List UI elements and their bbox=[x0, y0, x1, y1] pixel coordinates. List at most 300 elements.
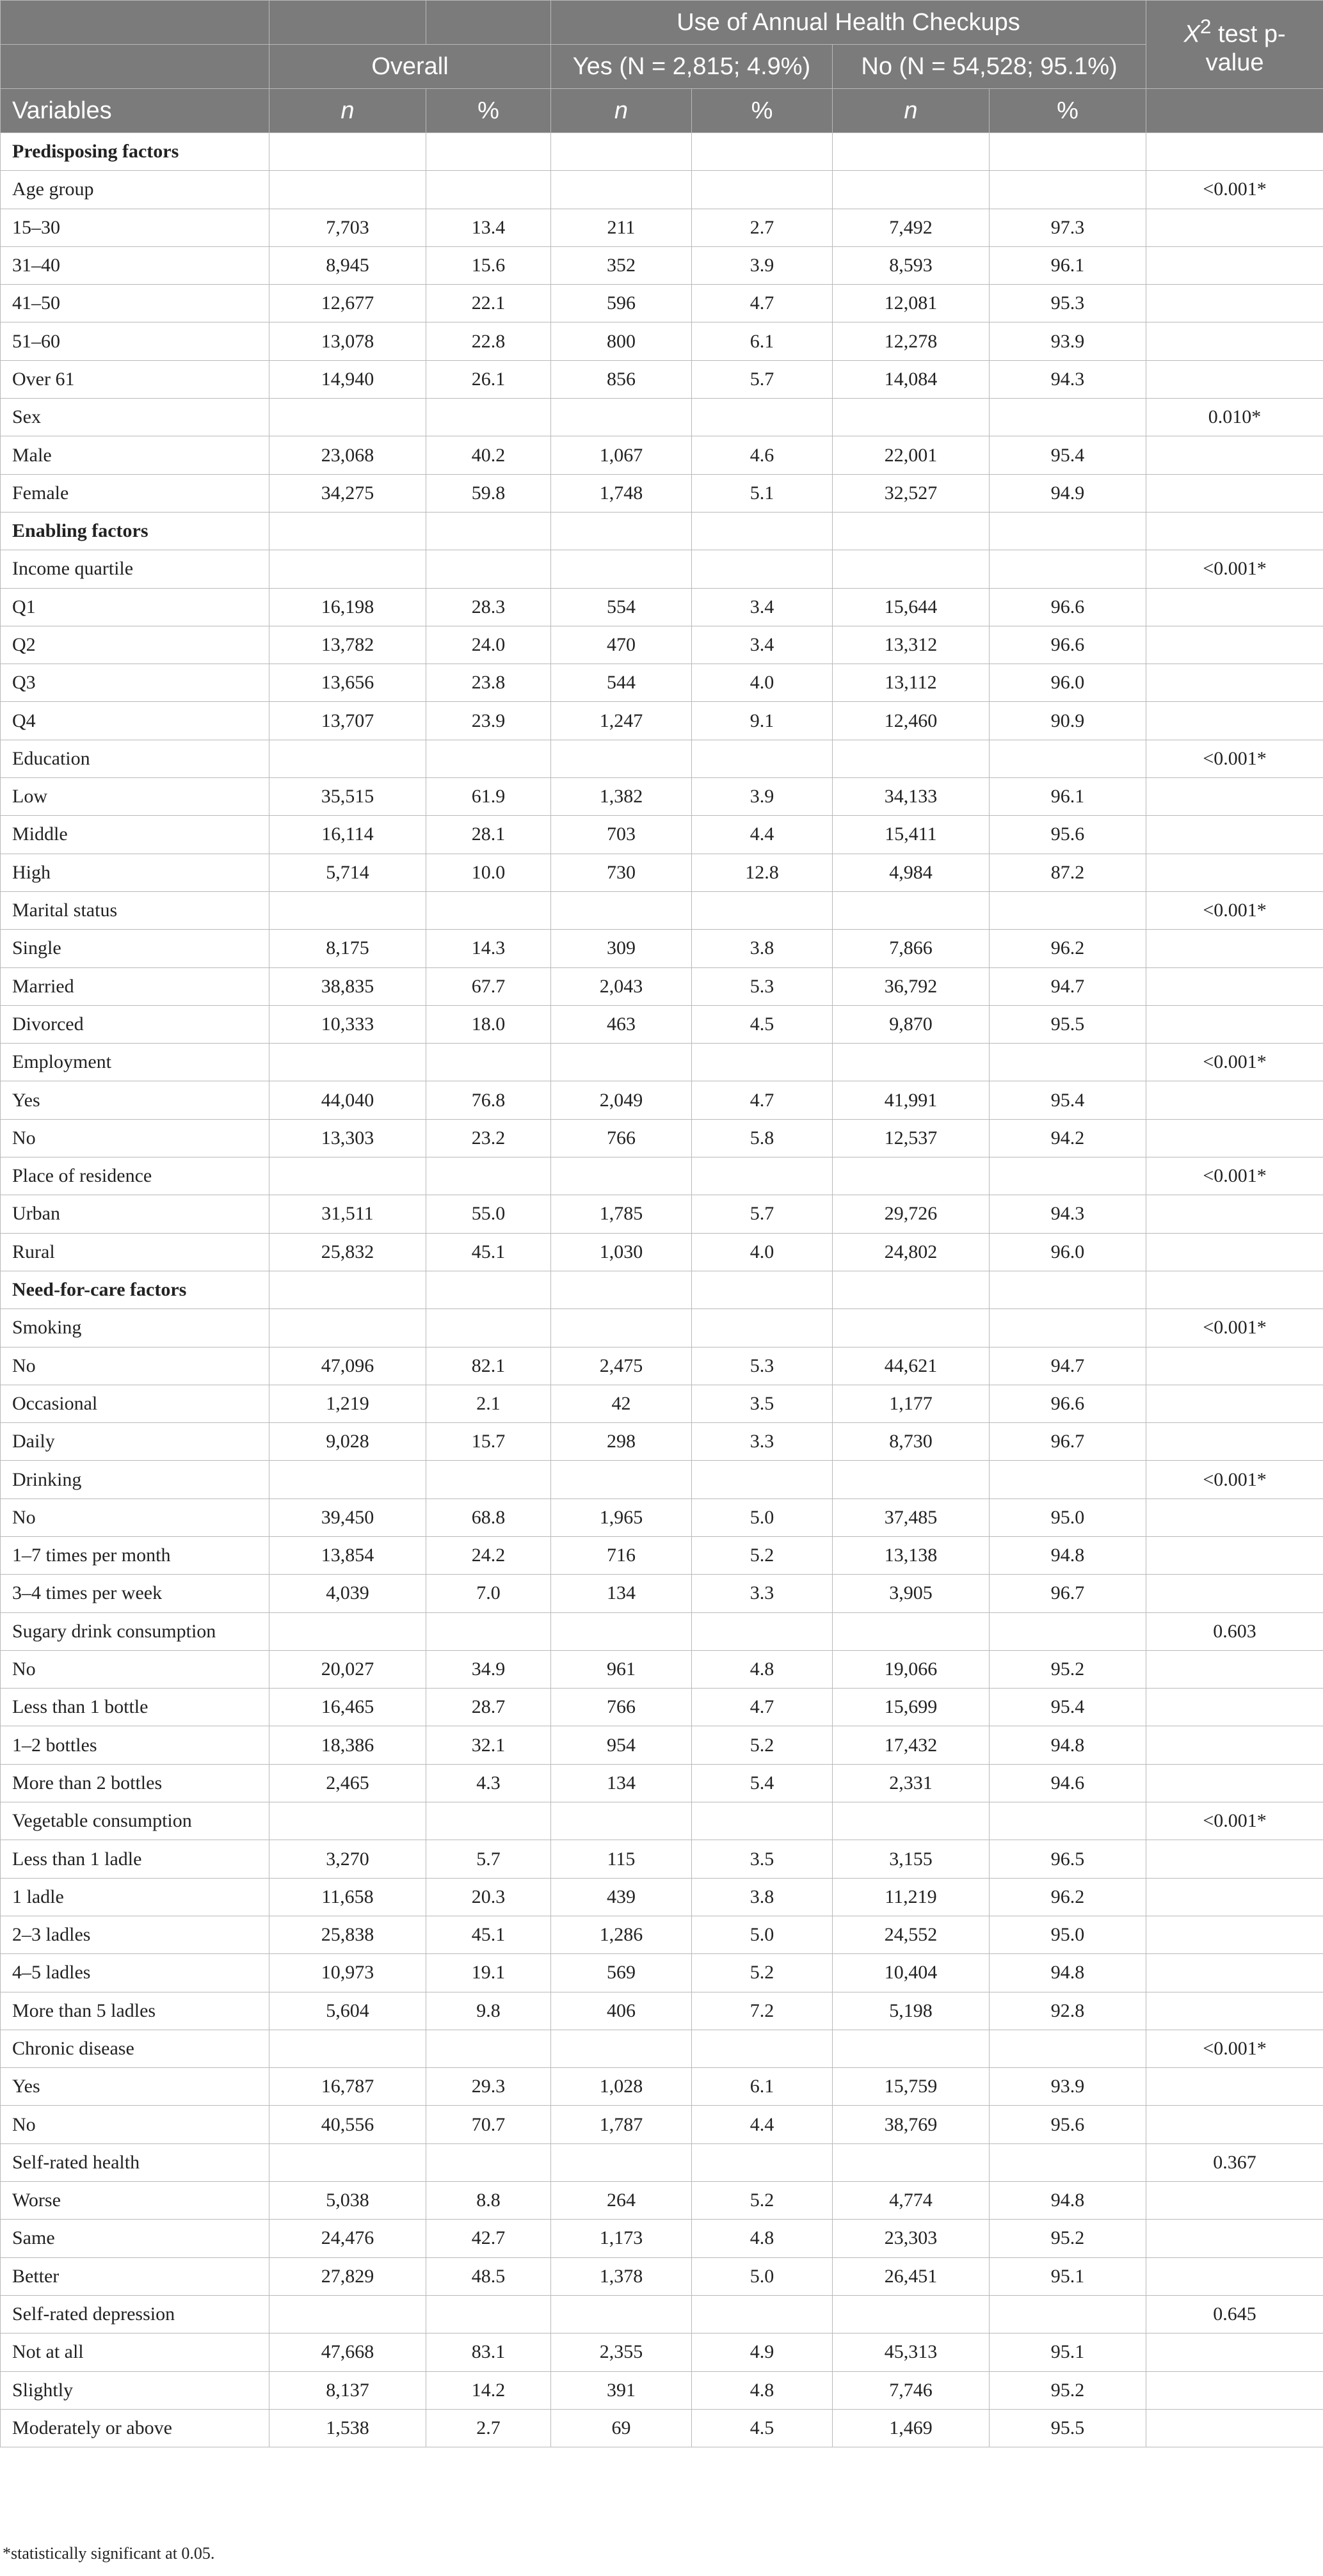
overall-n-cell: 13,078 bbox=[269, 322, 426, 360]
row-label: Not at all bbox=[1, 2334, 269, 2371]
yes-n-cell: 134 bbox=[551, 1575, 692, 1612]
overall-n-cell: 8,945 bbox=[269, 246, 426, 284]
table-row bbox=[1, 967, 1323, 1005]
no-n-cell: 12,081 bbox=[833, 285, 990, 322]
table-row bbox=[1, 1992, 1323, 2030]
overall-pct-cell: 24.0 bbox=[426, 626, 551, 664]
p-value-cell bbox=[1146, 2182, 1323, 2220]
row-label: Q4 bbox=[1, 702, 269, 740]
yes-pct-cell: 5.7 bbox=[692, 1195, 833, 1233]
overall-header: Overall bbox=[269, 45, 551, 89]
yes-pct-cell: 5.1 bbox=[692, 474, 833, 512]
p-value-cell bbox=[1146, 778, 1323, 816]
p-value-cell: 0.367 bbox=[1146, 2143, 1323, 2181]
yes-pct-cell: 4.7 bbox=[692, 1689, 833, 1726]
n-header bbox=[833, 89, 990, 133]
no-pct-cell: 95.6 bbox=[990, 2106, 1146, 2143]
overall-pct-cell: 22.1 bbox=[426, 285, 551, 322]
overall-pct-cell bbox=[426, 1271, 551, 1308]
no-pct-cell bbox=[990, 891, 1146, 929]
table-row bbox=[1, 436, 1323, 474]
no-pct-cell: 96.7 bbox=[990, 1575, 1146, 1612]
no-n-cell bbox=[833, 2030, 990, 2067]
row-label: Education bbox=[1, 740, 269, 777]
p-value-cell bbox=[1146, 2371, 1323, 2409]
header-empty-cell bbox=[1146, 89, 1323, 133]
p-value-cell: 0.603 bbox=[1146, 1612, 1323, 1650]
overall-pct-cell: 42.7 bbox=[426, 2220, 551, 2257]
no-n-cell: 15,411 bbox=[833, 816, 990, 854]
no-pct-cell: 95.4 bbox=[990, 1689, 1146, 1726]
table-row bbox=[1, 1575, 1323, 1612]
no-n-cell: 10,404 bbox=[833, 1954, 990, 1992]
table-row bbox=[1, 1954, 1323, 1992]
row-label: Urban bbox=[1, 1195, 269, 1233]
overall-n-cell bbox=[269, 550, 426, 588]
p-value-cell bbox=[1146, 2220, 1323, 2257]
n-header-text: n bbox=[614, 97, 629, 124]
table-row bbox=[1, 1423, 1323, 1461]
yes-n-cell bbox=[551, 1044, 692, 1081]
yes-pct-cell: 4.7 bbox=[692, 285, 833, 322]
overall-pct-cell: 2.7 bbox=[426, 2409, 551, 2447]
p-value-cell bbox=[1146, 1081, 1323, 1119]
overall-pct-cell: 14.2 bbox=[426, 2371, 551, 2409]
p-value-cell: <0.001* bbox=[1146, 550, 1323, 588]
no-n-cell: 13,312 bbox=[833, 626, 990, 664]
yes-pct-cell: 3.8 bbox=[692, 930, 833, 967]
yes-pct-cell: 4.7 bbox=[692, 1081, 833, 1119]
yes-header: Yes (N = 2,815; 4.9%) bbox=[551, 45, 833, 89]
p-value-cell bbox=[1146, 1726, 1323, 1764]
row-label: Married bbox=[1, 967, 269, 1005]
no-n-cell: 1,177 bbox=[833, 1385, 990, 1422]
row-label: Q3 bbox=[1, 664, 269, 702]
p-value-cell bbox=[1146, 1423, 1323, 1461]
yes-pct-cell: 9.1 bbox=[692, 702, 833, 740]
no-n-cell: 15,644 bbox=[833, 588, 990, 626]
header-empty-cell bbox=[269, 1, 426, 45]
header-row-2 bbox=[1, 45, 1323, 89]
table-row bbox=[1, 550, 1323, 588]
overall-n-cell bbox=[269, 512, 426, 550]
yes-pct-cell: 4.9 bbox=[692, 2334, 833, 2371]
overall-pct-cell bbox=[426, 2295, 551, 2333]
table-row bbox=[1, 2220, 1323, 2257]
yes-n-cell bbox=[551, 1157, 692, 1195]
yes-n-cell: 596 bbox=[551, 285, 692, 322]
yes-n-cell bbox=[551, 1612, 692, 1650]
yes-n-cell: 463 bbox=[551, 1005, 692, 1043]
p-value-cell bbox=[1146, 246, 1323, 284]
overall-pct-cell: 23.9 bbox=[426, 702, 551, 740]
yes-pct-cell bbox=[692, 1157, 833, 1195]
no-n-cell: 8,593 bbox=[833, 246, 990, 284]
table-row bbox=[1, 2030, 1323, 2067]
p-value-cell: <0.001* bbox=[1146, 1802, 1323, 1840]
yes-n-cell: 134 bbox=[551, 1764, 692, 1802]
table-row bbox=[1, 209, 1323, 246]
yes-n-cell: 703 bbox=[551, 816, 692, 854]
yes-pct-cell: 4.6 bbox=[692, 436, 833, 474]
yes-pct-cell bbox=[692, 2030, 833, 2067]
row-label: Employment bbox=[1, 1044, 269, 1081]
no-pct-cell: 96.5 bbox=[990, 1840, 1146, 1878]
overall-n-cell: 23,068 bbox=[269, 436, 426, 474]
p-value-cell: <0.001* bbox=[1146, 891, 1323, 929]
row-label: 3–4 times per week bbox=[1, 1575, 269, 1612]
table-body bbox=[1, 133, 1323, 2447]
table-row bbox=[1, 1233, 1323, 1271]
no-n-cell: 5,198 bbox=[833, 1992, 990, 2030]
overall-pct-cell: 9.8 bbox=[426, 1992, 551, 2030]
table-row bbox=[1, 1499, 1323, 1536]
header-empty-cell bbox=[1, 45, 269, 89]
row-label: 31–40 bbox=[1, 246, 269, 284]
yes-pct-cell bbox=[692, 1044, 833, 1081]
yes-n-cell bbox=[551, 2295, 692, 2333]
row-label: Age group bbox=[1, 171, 269, 209]
p-value-cell bbox=[1146, 2068, 1323, 2106]
yes-pct-cell bbox=[692, 1612, 833, 1650]
p-value-header-text: test p-value bbox=[1205, 20, 1286, 76]
table-row bbox=[1, 1119, 1323, 1157]
no-n-cell: 7,492 bbox=[833, 209, 990, 246]
overall-n-cell: 13,656 bbox=[269, 664, 426, 702]
overall-pct-cell bbox=[426, 1612, 551, 1650]
row-label: Middle bbox=[1, 816, 269, 854]
row-label: Self-rated depression bbox=[1, 2295, 269, 2333]
p-value-cell bbox=[1146, 1878, 1323, 1916]
n-header-text: n bbox=[341, 97, 355, 124]
no-n-cell: 13,112 bbox=[833, 664, 990, 702]
yes-pct-cell bbox=[692, 550, 833, 588]
no-pct-cell: 95.6 bbox=[990, 816, 1146, 854]
yes-n-cell: 961 bbox=[551, 1650, 692, 1688]
yes-n-cell: 309 bbox=[551, 930, 692, 967]
table-row bbox=[1, 2257, 1323, 2295]
overall-pct-cell: 32.1 bbox=[426, 1726, 551, 1764]
yes-n-cell bbox=[551, 1802, 692, 1840]
overall-n-cell: 13,854 bbox=[269, 1536, 426, 1574]
p-value-cell bbox=[1146, 1536, 1323, 1574]
no-n-cell bbox=[833, 2143, 990, 2181]
no-pct-cell: 95.4 bbox=[990, 1081, 1146, 1119]
row-label: Slightly bbox=[1, 2371, 269, 2409]
no-n-cell: 36,792 bbox=[833, 967, 990, 1005]
p-value-cell bbox=[1146, 322, 1323, 360]
no-pct-cell: 96.6 bbox=[990, 626, 1146, 664]
yes-n-cell: 406 bbox=[551, 1992, 692, 2030]
no-pct-cell: 95.1 bbox=[990, 2334, 1146, 2371]
no-pct-cell bbox=[990, 2030, 1146, 2067]
row-label: 2–3 ladles bbox=[1, 1916, 269, 1953]
no-n-cell: 11,219 bbox=[833, 1878, 990, 1916]
row-label: Marital status bbox=[1, 891, 269, 929]
yes-pct-cell: 4.0 bbox=[692, 1233, 833, 1271]
no-pct-cell bbox=[990, 1461, 1146, 1499]
overall-n-cell: 2,465 bbox=[269, 1764, 426, 1802]
overall-n-cell: 14,940 bbox=[269, 360, 426, 398]
overall-pct-cell: 15.6 bbox=[426, 246, 551, 284]
no-pct-cell: 94.3 bbox=[990, 1195, 1146, 1233]
section-label: Enabling factors bbox=[1, 512, 269, 550]
p-value-cell bbox=[1146, 854, 1323, 891]
table-row bbox=[1, 1005, 1323, 1043]
no-pct-cell bbox=[990, 1271, 1146, 1308]
no-n-cell bbox=[833, 171, 990, 209]
table-row bbox=[1, 1840, 1323, 1878]
yes-n-cell: 716 bbox=[551, 1536, 692, 1574]
yes-n-cell bbox=[551, 1461, 692, 1499]
yes-pct-cell bbox=[692, 1461, 833, 1499]
no-pct-cell: 96.0 bbox=[990, 1233, 1146, 1271]
overall-pct-cell bbox=[426, 133, 551, 171]
no-pct-cell: 95.1 bbox=[990, 2257, 1146, 2295]
p-value-cell bbox=[1146, 436, 1323, 474]
no-pct-cell: 93.9 bbox=[990, 322, 1146, 360]
no-n-cell: 15,699 bbox=[833, 1689, 990, 1726]
header-row-1 bbox=[1, 1, 1323, 45]
table-row bbox=[1, 1157, 1323, 1195]
overall-n-cell: 25,838 bbox=[269, 1916, 426, 1953]
overall-n-cell: 20,027 bbox=[269, 1650, 426, 1688]
yes-pct-cell bbox=[692, 1309, 833, 1347]
overall-pct-cell: 13.4 bbox=[426, 209, 551, 246]
overall-pct-cell: 34.9 bbox=[426, 1650, 551, 1688]
yes-pct-cell: 5.2 bbox=[692, 1536, 833, 1574]
no-pct-cell: 94.8 bbox=[990, 2182, 1146, 2220]
overall-n-cell: 38,835 bbox=[269, 967, 426, 1005]
overall-pct-cell: 67.7 bbox=[426, 967, 551, 1005]
table-row bbox=[1, 778, 1323, 816]
no-header: No (N = 54,528; 95.1%) bbox=[833, 45, 1146, 89]
overall-n-cell: 39,450 bbox=[269, 1499, 426, 1536]
variables-header: Variables bbox=[1, 89, 269, 133]
yes-n-cell: 2,355 bbox=[551, 2334, 692, 2371]
yes-n-cell: 800 bbox=[551, 322, 692, 360]
overall-n-cell: 16,114 bbox=[269, 816, 426, 854]
p-value-header bbox=[1146, 1, 1323, 89]
header-row-3 bbox=[1, 89, 1323, 133]
no-n-cell: 4,774 bbox=[833, 2182, 990, 2220]
yes-n-cell: 439 bbox=[551, 1878, 692, 1916]
no-n-cell: 13,138 bbox=[833, 1536, 990, 1574]
no-pct-cell bbox=[990, 171, 1146, 209]
yes-pct-cell: 4.5 bbox=[692, 2409, 833, 2447]
p-value-cell: <0.001* bbox=[1146, 171, 1323, 209]
header-empty-cell bbox=[1, 1, 269, 45]
table-row bbox=[1, 1650, 1323, 1688]
section-label: Need-for-care factors bbox=[1, 1271, 269, 1308]
table-row bbox=[1, 702, 1323, 740]
n-header bbox=[269, 89, 426, 133]
section-label: Predisposing factors bbox=[1, 133, 269, 171]
overall-pct-cell: 59.8 bbox=[426, 474, 551, 512]
row-label: 1 ladle bbox=[1, 1878, 269, 1916]
overall-n-cell bbox=[269, 2295, 426, 2333]
overall-pct-cell: 22.8 bbox=[426, 322, 551, 360]
overall-pct-cell: 2.1 bbox=[426, 1385, 551, 1422]
yes-pct-cell: 3.4 bbox=[692, 626, 833, 664]
yes-pct-cell: 3.3 bbox=[692, 1575, 833, 1612]
yes-n-cell: 1,748 bbox=[551, 474, 692, 512]
overall-pct-cell: 83.1 bbox=[426, 2334, 551, 2371]
yes-pct-cell: 3.8 bbox=[692, 1878, 833, 1916]
p-value-cell: <0.001* bbox=[1146, 1157, 1323, 1195]
row-label: Daily bbox=[1, 1423, 269, 1461]
yes-pct-cell: 7.2 bbox=[692, 1992, 833, 2030]
row-label: 51–60 bbox=[1, 322, 269, 360]
row-label: Divorced bbox=[1, 1005, 269, 1043]
p-value-cell bbox=[1146, 588, 1323, 626]
no-pct-cell bbox=[990, 2295, 1146, 2333]
overall-pct-cell: 28.1 bbox=[426, 816, 551, 854]
overall-n-cell: 9,028 bbox=[269, 1423, 426, 1461]
yes-pct-cell: 4.4 bbox=[692, 2106, 833, 2143]
no-pct-cell: 94.3 bbox=[990, 360, 1146, 398]
table-row bbox=[1, 1385, 1323, 1422]
yes-n-cell: 1,382 bbox=[551, 778, 692, 816]
chi-symbol: X bbox=[1183, 20, 1200, 48]
yes-pct-cell: 3.5 bbox=[692, 1840, 833, 1878]
p-value-cell bbox=[1146, 209, 1323, 246]
p-value-cell bbox=[1146, 1689, 1323, 1726]
yes-pct-cell: 2.7 bbox=[692, 209, 833, 246]
p-value-cell bbox=[1146, 664, 1323, 702]
yes-pct-cell bbox=[692, 891, 833, 929]
yes-pct-cell: 3.4 bbox=[692, 588, 833, 626]
no-n-cell: 9,870 bbox=[833, 1005, 990, 1043]
yes-n-cell: 298 bbox=[551, 1423, 692, 1461]
overall-n-cell: 31,511 bbox=[269, 1195, 426, 1233]
yes-pct-cell: 4.0 bbox=[692, 664, 833, 702]
no-pct-cell: 87.2 bbox=[990, 854, 1146, 891]
table-row bbox=[1, 1612, 1323, 1650]
no-n-cell: 26,451 bbox=[833, 2257, 990, 2295]
row-label: No bbox=[1, 2106, 269, 2143]
yes-n-cell: 766 bbox=[551, 1119, 692, 1157]
overall-n-cell: 4,039 bbox=[269, 1575, 426, 1612]
table-row bbox=[1, 854, 1323, 891]
overall-n-cell: 24,476 bbox=[269, 2220, 426, 2257]
row-label: Smoking bbox=[1, 1309, 269, 1347]
no-n-cell: 15,759 bbox=[833, 2068, 990, 2106]
overall-n-cell: 8,137 bbox=[269, 2371, 426, 2409]
no-pct-cell: 97.3 bbox=[990, 209, 1146, 246]
no-n-cell bbox=[833, 399, 990, 436]
overall-n-cell bbox=[269, 891, 426, 929]
row-label: High bbox=[1, 854, 269, 891]
no-n-cell: 3,155 bbox=[833, 1840, 990, 1878]
yes-pct-cell: 3.9 bbox=[692, 778, 833, 816]
overall-n-cell bbox=[269, 1271, 426, 1308]
overall-pct-cell: 8.8 bbox=[426, 2182, 551, 2220]
no-n-cell: 29,726 bbox=[833, 1195, 990, 1233]
yes-pct-cell: 4.8 bbox=[692, 2371, 833, 2409]
overall-pct-cell: 14.3 bbox=[426, 930, 551, 967]
table-row bbox=[1, 474, 1323, 512]
overall-n-cell: 40,556 bbox=[269, 2106, 426, 2143]
no-pct-cell: 95.2 bbox=[990, 2220, 1146, 2257]
yes-n-cell: 730 bbox=[551, 854, 692, 891]
p-value-cell bbox=[1146, 1650, 1323, 1688]
overall-n-cell: 5,604 bbox=[269, 1992, 426, 2030]
yes-pct-cell: 5.7 bbox=[692, 360, 833, 398]
table-row bbox=[1, 2371, 1323, 2409]
table-row bbox=[1, 626, 1323, 664]
yes-pct-cell: 3.3 bbox=[692, 1423, 833, 1461]
row-label: Sex bbox=[1, 399, 269, 436]
row-label: No bbox=[1, 1119, 269, 1157]
yes-pct-cell: 4.8 bbox=[692, 2220, 833, 2257]
table-row bbox=[1, 2409, 1323, 2447]
no-n-cell: 3,905 bbox=[833, 1575, 990, 1612]
yes-n-cell: 1,787 bbox=[551, 2106, 692, 2143]
no-pct-cell bbox=[990, 1612, 1146, 1650]
no-pct-cell: 94.7 bbox=[990, 1347, 1146, 1385]
row-label: 1–2 bottles bbox=[1, 1726, 269, 1764]
section-row bbox=[1, 133, 1323, 171]
no-pct-cell: 94.7 bbox=[990, 967, 1146, 1005]
overall-pct-cell: 10.0 bbox=[426, 854, 551, 891]
overall-pct-cell: 40.2 bbox=[426, 436, 551, 474]
yes-n-cell: 1,247 bbox=[551, 702, 692, 740]
table-row bbox=[1, 588, 1323, 626]
overall-pct-cell: 24.2 bbox=[426, 1536, 551, 1574]
overall-n-cell bbox=[269, 1612, 426, 1650]
row-label: Worse bbox=[1, 2182, 269, 2220]
overall-n-cell: 16,198 bbox=[269, 588, 426, 626]
row-label: Moderately or above bbox=[1, 2409, 269, 2447]
yes-pct-cell: 4.4 bbox=[692, 816, 833, 854]
no-pct-cell: 94.2 bbox=[990, 1119, 1146, 1157]
yes-n-cell: 1,173 bbox=[551, 2220, 692, 2257]
p-value-cell bbox=[1146, 1992, 1323, 2030]
section-row bbox=[1, 512, 1323, 550]
p-value-cell: <0.001* bbox=[1146, 1044, 1323, 1081]
no-pct-cell: 95.3 bbox=[990, 285, 1146, 322]
pct-header: % bbox=[990, 89, 1146, 133]
yes-n-cell: 554 bbox=[551, 588, 692, 626]
overall-pct-cell bbox=[426, 1802, 551, 1840]
table-row bbox=[1, 1916, 1323, 1953]
table-row bbox=[1, 1347, 1323, 1385]
p-value-cell bbox=[1146, 1499, 1323, 1536]
overall-pct-cell bbox=[426, 2030, 551, 2067]
table-row bbox=[1, 2143, 1323, 2181]
no-pct-cell: 94.8 bbox=[990, 1954, 1146, 1992]
no-n-cell: 37,485 bbox=[833, 1499, 990, 1536]
overall-pct-cell: 61.9 bbox=[426, 778, 551, 816]
p-value-cell bbox=[1146, 1233, 1323, 1271]
overall-pct-cell bbox=[426, 399, 551, 436]
yes-n-cell: 391 bbox=[551, 2371, 692, 2409]
overall-n-cell: 11,658 bbox=[269, 1878, 426, 1916]
row-label: Less than 1 ladle bbox=[1, 1840, 269, 1878]
overall-n-cell bbox=[269, 1802, 426, 1840]
row-label: 4–5 ladles bbox=[1, 1954, 269, 1992]
p-value-cell bbox=[1146, 133, 1323, 171]
row-label: No bbox=[1, 1347, 269, 1385]
no-n-cell: 38,769 bbox=[833, 2106, 990, 2143]
no-n-cell bbox=[833, 1461, 990, 1499]
row-label: Male bbox=[1, 436, 269, 474]
p-value-cell bbox=[1146, 1840, 1323, 1878]
no-n-cell bbox=[833, 133, 990, 171]
overall-pct-cell: 29.3 bbox=[426, 2068, 551, 2106]
no-n-cell: 12,278 bbox=[833, 322, 990, 360]
